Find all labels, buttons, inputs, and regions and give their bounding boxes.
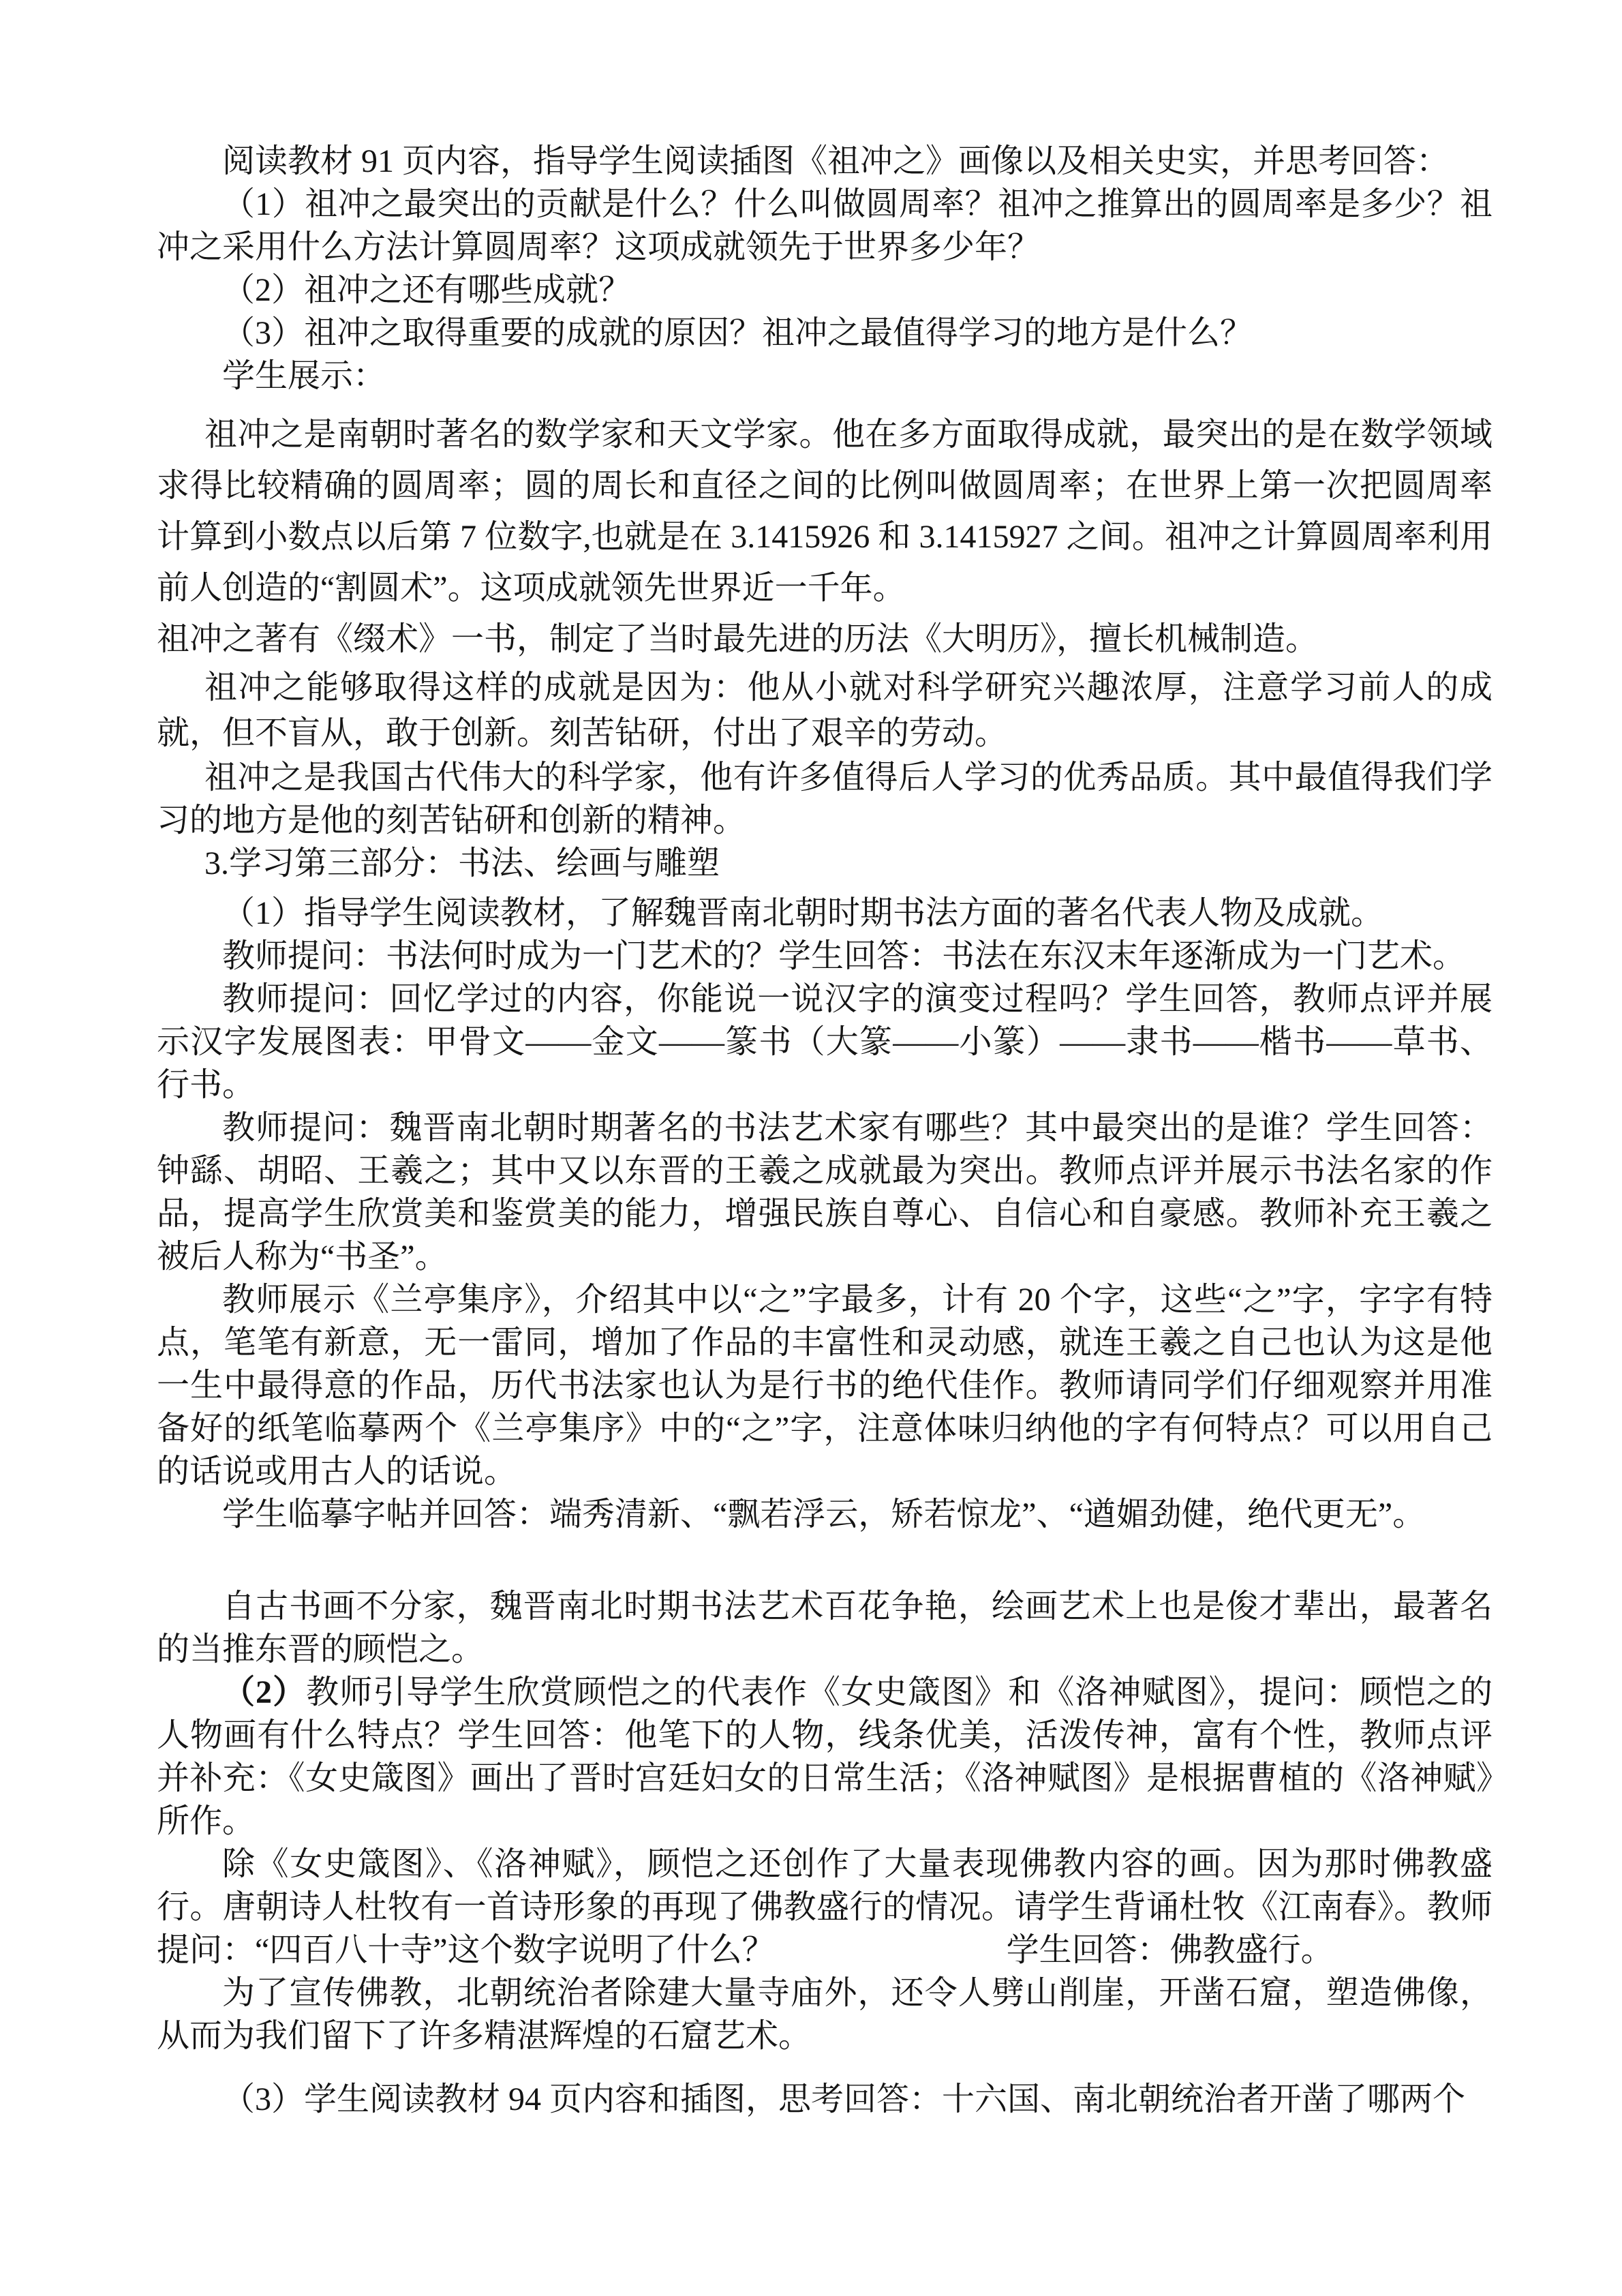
text-run: 教师提问：魏晋南北朝时期著名的书法艺术家有哪些？其中最突出的是谁？学生回答：钟繇、胡昭、王羲之；其中又以东晋的王羲之成就最为突出。教师点评并展示书法名家的作品，提高学生欣赏美和鉴赏美的能力，增强民族自尊心、自信心和自豪感。教师补充王羲之被后人称为“书圣”。	[157, 1110, 1493, 1275]
document-body	[157, 140, 1493, 2121]
para-student-copying-answer	[157, 1493, 1493, 1536]
text-run: 3.学习第三部分：书法、绘画与雕塑	[204, 845, 720, 881]
para-buddhist-paintings	[157, 1843, 1493, 1972]
para-teacher-q-calligraphy-art	[157, 935, 1493, 978]
text-run: 祖冲之是南朝时著名的数学家和天文学家。他在多方面取得成就，最突出的是在数学领域求得比较精确的圆周率；圆的周长和直径之间的比例叫做圆周率；在世界上第一次把圆周率计算到小数点以后第 7 位数字,也就是在 3.1415926 和 3.1415927 之间。祖冲之计算圆周率利用前人创造的“割圆术”。这项成就领先世界近一千年。	[157, 417, 1493, 606]
para-teacher-q-hanzi-evolution	[157, 978, 1493, 1106]
inline-gap	[775, 1960, 1007, 1961]
para-s3-item3-reading-task-94	[157, 2078, 1493, 2121]
text-run: 为了宣传佛教，北朝统治者除建大量寺庙外，还令人劈山削崖，开凿石窟，塑造佛像，从而为我们留下了许多精湛辉煌的石窟艺术。	[157, 1975, 1493, 2054]
text-run: 学生展示：	[222, 358, 386, 394]
para-s3-item2-gukaizhi-works	[157, 1671, 1493, 1843]
para-zhuishu-book	[157, 614, 1493, 665]
para-student-display	[157, 354, 1493, 397]
text-run: 教师展示《兰亭集序》，介绍其中以“之”字最多，计有 20 个字，这些“之”字，字字有特点，笔笔有新意，无一雷同，增加了作品的丰富性和灵动感，就连王羲之自己也认为这是他一生中最得意的作品，历代书法家也认为是行书的绝代佳作。教师请同学们仔细观察并用准备好的纸笔临摹两个《兰亭集序》中的“之”字，注意体味归纳他的字有何特点？可以用自己的话说或用古人的话说。	[157, 1282, 1493, 1490]
para-buddhist-caves	[157, 1972, 1493, 2057]
text-run: （3）学生阅读教材 94 页内容和插图，思考回答：十六国、南北朝统治者开凿了哪两个	[222, 2081, 1466, 2117]
para-lantingjixu	[157, 1278, 1493, 1493]
text-run: 祖冲之能够取得这样的成就是因为：他从小就对科学研究兴趣浓厚，注意学习前人的成就，但不盲从，敢于创新。刻苦钻研，付出了艰辛的劳动。	[157, 669, 1493, 751]
text-run: 教师提问：回忆学过的内容，你能说一说汉字的演变过程吗？学生回答，教师点评并展示汉字发展图表：甲骨文——金文——篆书（大篆——小篆）——隶书——楷书——草书、行书。	[157, 981, 1493, 1103]
para-section3-heading	[157, 842, 1493, 885]
text-run: 教师引导学生欣赏顾恺之的代表作《女史箴图》和《洛神赋图》，提问：顾恺之的人物画有什么特点？学生回答：他笔下的人物，线条优美，活泼传神，富有个性，教师点评并补充：《女史箴图》画出了晋时宫廷妇女的日常生活；《洛神赋图》是根据曹植的《洛神赋》所作。	[157, 1674, 1493, 1839]
para-zuchongzhi-intro	[157, 409, 1493, 614]
para-reading-task-91	[157, 140, 1493, 183]
text-run: 学生临摹字帖并回答：端秀清新、“飘若浮云，矫若惊龙”、“遒媚劲健，绝代更无”。	[222, 1496, 1426, 1532]
text-run: （2）祖冲之还有哪些成就？	[222, 272, 632, 308]
text-run: 祖冲之著有《缀术》一书，制定了当时最先进的历法《大明历》，擅长机械制造。	[157, 621, 1319, 657]
para-question-1	[157, 183, 1493, 269]
text-run: 学生回答：佛教盛行。	[1006, 1932, 1334, 1968]
text-run: 教师提问：书法何时成为一门艺术的？学生回答：书法在东汉末年逐渐成为一门艺术。	[222, 938, 1466, 974]
para-s3-item1	[157, 892, 1493, 935]
para-success-reasons	[157, 665, 1493, 756]
para-question-2	[157, 269, 1493, 312]
text-run: 祖冲之是我国古代伟大的科学家，他有许多值得后人学习的优秀品质。其中最值得我们学习的地方是他的刻苦钻研和创新的精神。	[157, 759, 1493, 839]
text-run: 除《女史箴图》、《洛神赋》，顾恺之还创作了大量表现佛教内容的画。因为那时佛教盛行。唐朝诗人杜牧有一首诗形象的再现了佛教盛行的情况。请学生背诵杜牧《江南春》。教师提问：“四百八十寺”这个数字说明了什么？	[157, 1846, 1493, 1968]
text-run: （1）祖冲之最突出的贡献是什么？什么叫做圆周率？祖冲之推算出的圆周率是多少？祖冲之采用什么方法计算圆周率？这项成就领先于世界多少年？	[157, 186, 1493, 265]
text-run: （1）指导学生阅读教材，了解魏晋南北朝时期书法方面的著名代表人物及成就。	[222, 895, 1384, 931]
text-run: （3）祖冲之取得重要的成就的原因？祖冲之最值得学习的地方是什么？	[222, 315, 1253, 351]
text-run: 阅读教材 91 页内容，指导学生阅读插图《祖冲之》画像以及相关史实，并思考回答：	[222, 143, 1450, 179]
para-teacher-q-calligraphers	[157, 1106, 1493, 1278]
para-question-3	[157, 312, 1493, 354]
para-great-scientist	[157, 756, 1493, 842]
text-run: （2）	[222, 1674, 307, 1710]
para-gukaizhi-intro	[157, 1585, 1493, 1671]
text-run: 自古书画不分家，魏晋南北时期书法艺术百花争艳，绘画艺术上也是俊才辈出，最著名的当推东晋的顾恺之。	[157, 1588, 1493, 1667]
